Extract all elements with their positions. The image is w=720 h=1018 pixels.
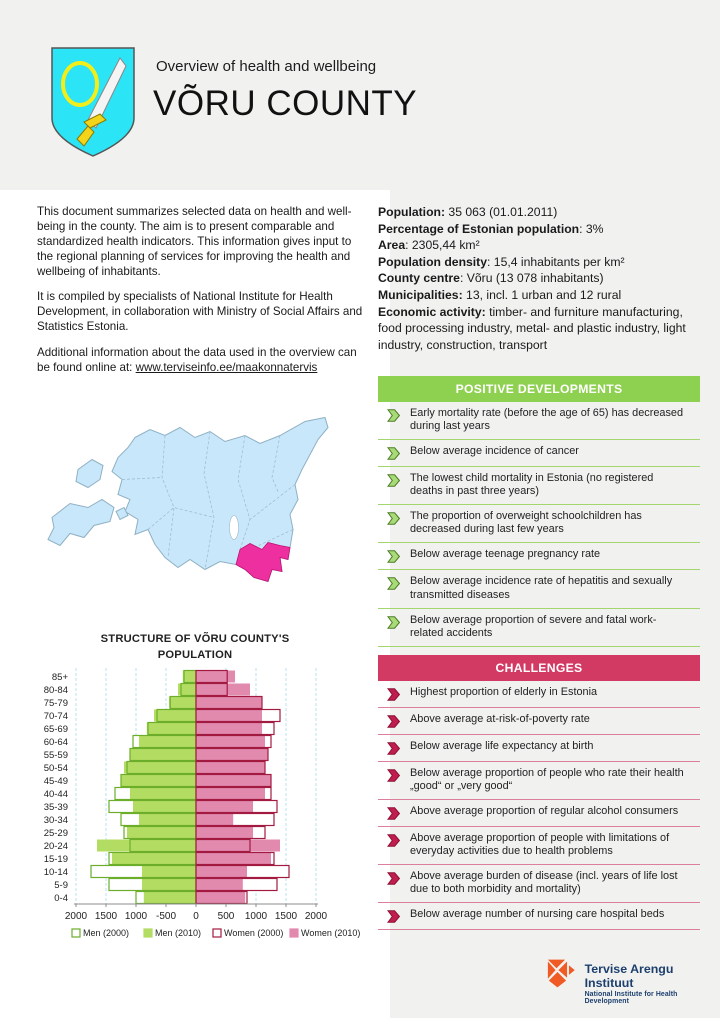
hiiumaa-island [76,460,103,488]
challenge-item [378,903,700,930]
x-tick-label: 2000 [64,911,88,922]
chevron-bullet-icon [387,474,400,487]
chevron-bullet-icon [387,512,400,525]
bar-men-2010 [124,762,196,774]
legend-swatch [144,929,152,937]
x-tick-label: 500 [217,911,235,922]
estonia-mainland [112,418,328,582]
county-stats [378,204,702,353]
document-subtitle: Overview of health and wellbeing [156,58,377,75]
challenge-item [378,708,700,735]
positive-developments-list [378,402,700,647]
legend-swatch [213,929,221,937]
bar-women-2010 [196,892,245,904]
stat-line [378,221,702,238]
stat-value: timber- and furniture manufacturing, food processing industry, metal- and plastic industry, light industry, construction, transport [378,304,686,352]
age-group-label: 60-64 [43,737,68,748]
bar-women-2010 [196,827,253,839]
age-group-label: 30-34 [43,815,68,826]
age-group-label: 40-44 [43,789,68,800]
positive-item [378,440,700,467]
tai-logo-icon [545,956,578,990]
legend-swatch [72,929,80,937]
intro-paragraph-1: This document summarizes selected data on health and well-being in the county. The aim is to present comparable and standardized health indicators. This information gives input to the regional planning of services for improving the health and wellbeing of inhabitants. [37,205,352,279]
x-tick-label: 2000 [304,911,328,922]
chevron-bullet-icon [387,577,400,590]
positive-item [378,543,700,570]
bar-men-2010 [130,749,196,761]
chevron-bullet-icon [387,834,400,847]
list-item-text: Below average incidence of cancer [410,445,579,458]
age-group-label: 0-4 [54,893,68,904]
stat-value: 35 063 (01.01.2011) [445,205,558,219]
positive-developments-header: POSITIVE DEVELOPMENTS [378,376,700,402]
stat-label: Municipalities: [378,287,463,302]
tai-logo-title: Tervise Arengu Instituut [584,962,674,991]
positive-item [378,505,700,543]
stat-label: County centre [378,271,460,286]
x-tick-label: 1500 [274,911,298,922]
list-item-text: Above average proportion of regular alcohol consumers [410,805,679,818]
age-group-label: 10-14 [43,867,68,878]
stat-label: Area [378,238,406,253]
age-group-label: 5-9 [54,880,68,891]
chart-title: STRUCTURE OF VÕRU COUNTY'S POPULATION [100,633,290,662]
bar-women-2010 [196,697,262,709]
tai-logo-text [585,956,720,1005]
bar-women-2010 [196,723,262,735]
chevron-bullet-icon [387,688,400,701]
legend-label: Women (2000) [224,928,284,938]
bar-women-2010 [196,762,265,774]
bar-men-2010 [121,775,196,787]
stat-line [378,204,702,221]
legend-label: Men (2000) [83,928,130,938]
chevron-bullet-icon [387,807,400,820]
age-group-label: 35-39 [43,802,68,813]
bar-men-2010 [112,853,196,865]
legend-label: Men (2010) [155,928,202,938]
voru-county-highlight [236,543,290,582]
age-group-label: 65-69 [43,724,68,735]
chevron-bullet-icon [387,616,400,629]
list-item-text: Below average proportion of severe and fatal work-related accidents [410,613,657,639]
bar-men-2010 [154,710,196,722]
age-group-label: 55-59 [43,750,68,761]
bar-men-2010 [97,840,196,852]
pyramid-svg [28,664,362,956]
stat-line [378,254,702,271]
bar-men-2010 [147,723,196,735]
bar-women-2010 [196,749,268,761]
bar-men-2010 [139,736,196,748]
tai-logo [545,956,720,1005]
bar-women-2010 [196,710,262,722]
bar-men-2010 [127,827,196,839]
bar-women-2010 [196,671,235,683]
challenge-item [378,735,700,762]
bar-women-2010 [196,814,233,826]
age-group-label: 45-49 [43,776,68,787]
stat-value: : 3% [579,221,604,236]
tai-logo-subtitle: National Institute for Health Development [584,990,678,1005]
chevron-bullet-icon [387,550,400,563]
list-item-text: Above average proportion of people with limitations of everyday activities due to health problems [410,832,670,858]
x-tick-label: -500 [155,911,177,922]
age-group-label: 75-79 [43,698,68,709]
x-tick-label: 1000 [244,911,268,922]
bar-men-2010 [130,788,196,800]
challenge-item [378,827,700,865]
stat-line [378,287,702,304]
list-item-text: Below average teenage pregnancy rate [410,548,601,561]
legend-label: Women (2010) [301,928,361,938]
positive-item [378,402,700,440]
x-tick-label: 1000 [124,911,148,922]
stat-line [378,270,702,287]
bar-women-2010 [196,684,250,696]
list-item-text: Below average proportion of people who rate their health „good“ or „very good“ [410,767,684,793]
saaremaa-island [48,500,114,546]
population-pyramid-chart [28,664,362,956]
bar-women-2010 [196,879,243,891]
age-group-label: 70-74 [43,711,68,722]
list-item-text: Above average at-risk-of-poverty rate [410,713,590,725]
voru-coat-of-arms [50,46,136,158]
x-tick-label: 1500 [94,911,118,922]
intro-paragraph-3-text: Additional information about the data used in the overview can be found online at: [37,345,357,374]
bar-women-2010 [196,866,247,878]
list-item-text: Highest proportion of elderly in Estonia [410,686,598,698]
chevron-bullet-icon [387,742,400,755]
stat-line [378,237,702,254]
chevron-bullet-icon [387,715,400,728]
challenge-item [378,681,700,708]
challenge-item [378,865,700,903]
bar-women-2010 [196,736,265,748]
chevron-bullet-icon [387,447,400,460]
list-item-text: Below average number of nursing care hospital beds [410,908,665,921]
challenges-list [378,681,700,930]
bar-women-2010 [196,788,265,800]
intro-text [37,204,364,385]
terviseinfo-link[interactable]: www.terviseinfo.ee/maakonnatervis [135,360,318,374]
positive-item [378,570,700,608]
intro-paragraph-3 [37,345,364,375]
positive-item [378,467,700,505]
list-item-text: Early mortality rate (before the age of 65) has decreased during last years [410,407,684,433]
stat-label: Percentage of Estonian population [378,221,580,236]
page-title: VÕRU COUNTY [153,84,418,123]
list-item-text: Above average burden of disease (incl. years of life lost due to both morbidity and mortality) [410,870,678,896]
bar-men-2010 [142,866,196,878]
stat-value: : Võru (13 078 inhabitants) [459,271,604,286]
lake-vortsjarv [230,516,239,540]
chevron-bullet-icon [387,769,400,782]
list-item-text: Below average life expectancy at birth [410,740,594,752]
list-item-text: The lowest child mortality in Estonia (no registered deaths in past three years) [410,472,654,498]
stat-label: Population: [378,205,446,219]
x-tick-label: 0 [193,911,199,922]
chevron-bullet-icon [387,910,400,923]
intro-paragraph-2: It is compiled by specialists of National Institute for Health Development, in collaboration with Ministry of Social Affairs and Statistics Estonia. [37,290,363,334]
bar-women-2010 [196,775,271,787]
legend-swatch [290,929,298,937]
bar-men-2010 [169,697,196,709]
bar-women-2010 [196,801,253,813]
bar-men-2010 [139,814,196,826]
bar-men-2010 [133,801,196,813]
challenge-item [378,800,700,827]
stat-value: : 15,4 inhabitants per km² [487,254,625,269]
age-group-label: 25-29 [43,828,68,839]
age-group-label: 85+ [51,672,68,683]
positive-item [378,609,700,647]
challenges-header: CHALLENGES [378,655,700,681]
list-item-text: The proportion of overweight schoolchildren has decreased during last few years [410,510,642,536]
stat-label: Population density [378,254,488,269]
chevron-bullet-icon [387,409,400,422]
age-group-label: 15-19 [43,854,68,865]
stat-value: 13, incl. 1 urban and 12 rural [462,287,622,302]
stat-label: Economic activity: [378,304,486,319]
list-item-text: Below average incidence rate of hepatitis and sexually transmitted diseases [410,575,673,601]
challenge-item [378,762,700,800]
age-group-label: 80-84 [43,685,68,696]
age-group-label: 20-24 [43,841,68,852]
bar-men-2010 [144,892,196,904]
bar-women-2010 [196,840,280,852]
bar-men-2010 [142,879,196,891]
bar-women-2010 [196,853,271,865]
age-group-label: 50-54 [43,763,68,774]
stat-line [378,304,702,354]
stat-value: : 2305,44 km² [405,238,480,253]
chevron-bullet-icon [387,872,400,885]
estonia-map [40,398,355,626]
bar-men-2010 [183,671,196,683]
